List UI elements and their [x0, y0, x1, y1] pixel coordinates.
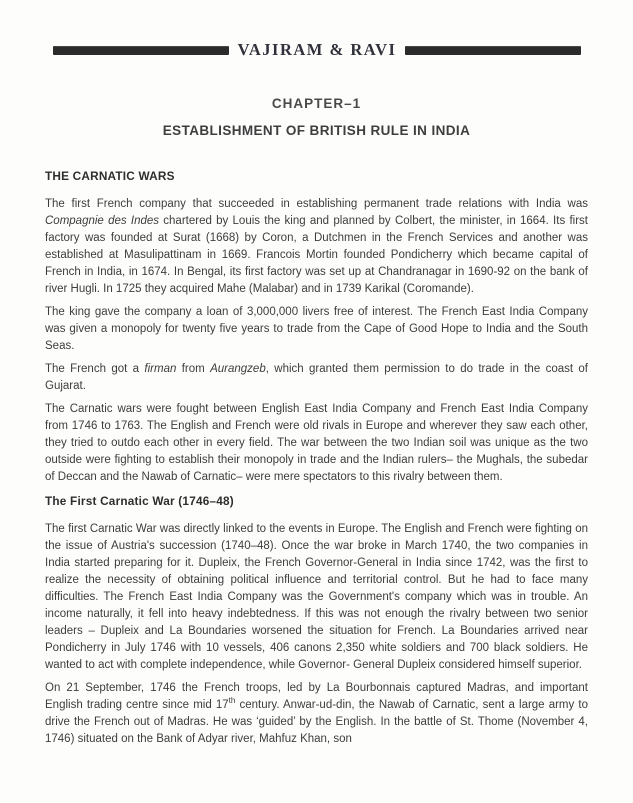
paragraph-king-loan: The king gave the company a loan of 3,000,000 livers free of interest. The French East India Company was given a monopoly for twenty five years to trade from the Cape of Good Hope to India and the South Seas.: [45, 306, 588, 352]
header-banner: [53, 40, 581, 60]
italic-run: Aurangzeb: [210, 363, 266, 375]
italic-run: firman: [144, 363, 177, 375]
text-run: The first French company that succeeded in establishing permanent trade relations with India was: [45, 198, 588, 210]
section-heading-carnatic-wars: THE CARNATIC WARS: [45, 169, 175, 183]
paragraph-french-company-history: [45, 196, 588, 298]
paragraph-madras-capture: [45, 680, 588, 748]
paragraph-firman-aurangzeb: [45, 361, 588, 395]
text-run: from: [176, 363, 211, 375]
paragraph-carnatic-wars-overview: The Carnatic wars were fought between English East India Company and French East India Company from 1746 to 1763. The English and French were old rivals in Europe and wherever they saw each other, they tried to outdo each other in every field. The war between the two Indian soil was unique as the two outside were fighting to establish their monopoly in trade and the Indian rulers– the Mughals, the subedar of Deccan and the Nawab of Carnatic– were mere spectators to this rivalry between them.: [45, 403, 588, 483]
header-rule-left: [53, 46, 229, 55]
text-run: On 21 September, 1746 the French troops, led by La Bourbonnais captured Madras, and important English trading centre since mid 17: [45, 682, 588, 711]
text-run: century. Anwar-ud-din, the Nawab of Carnatic, sent a large army to drive the French out of Madras. He was ‘guided’ by the English. In the battle of St. Thome (November 4, 1746) situated on the Bank of Adyar river, Mahfuz Khan, son: [45, 699, 588, 745]
chapter-title: ESTABLISHMENT OF BRITISH RULE IN INDIA: [162, 123, 471, 138]
section-heading-first-carnatic-war: The First Carnatic War (1746–48): [45, 494, 234, 508]
header-rule-right: [405, 46, 581, 55]
text-run: , which granted them permission to do trade in the coast of Gujarat.: [45, 363, 589, 392]
superscript-run: th: [228, 696, 236, 706]
brand-title: VAJIRAM & RAVI: [237, 40, 397, 59]
document-body: [45, 168, 588, 748]
chapter-label: CHAPTER–1: [271, 96, 362, 111]
text-run: The French got a: [45, 363, 145, 375]
text-run: chartered by Louis the king and planned by Colbert, the minister, in 1664. Its first factory was founded at Surat (1668) by Coron, a Dutchmen in the French Services and another was established at Masulipattinam in 1669. Francois Mortin founded Pondicherry which became capital of French in India, in 1674. In Bengal, its first factory was set up at Chandranagar in 1690-92 on the bank of river Hugli. In 1725 they acquired Mahe (Malabar) and in 1739 Karikal (Coromande).: [45, 215, 588, 295]
italic-run: Compagnie des Indes: [45, 215, 160, 227]
paragraph-first-war-background: The first Carnatic War was directly linked to the events in Europe. The English and French were fighting on the issue of Austria's succession (1740–48). Once the war broke in March 1740, the two companies in India started preparing for it. Dupleix, the French Governor-General in India since 1742, was the first to realize the necessity of obtaining political influence and territorial control. But he had to face many difficulties. The French East India Company was the Government's company which was in trouble. An income naturally, it fell into heavy indebtedness. If this was not enough the rivalry between two senior leaders – Dupleix and La Boundaries worsened the situation for French. La Boundaries arrived near Pondicherry in July 1746 with 10 vessels, 406 canons 2,350 white soldiers and 700 black soldiers. He wanted to act with complete independence, while Governor- General Dupleix considered himself superior.: [45, 523, 588, 671]
